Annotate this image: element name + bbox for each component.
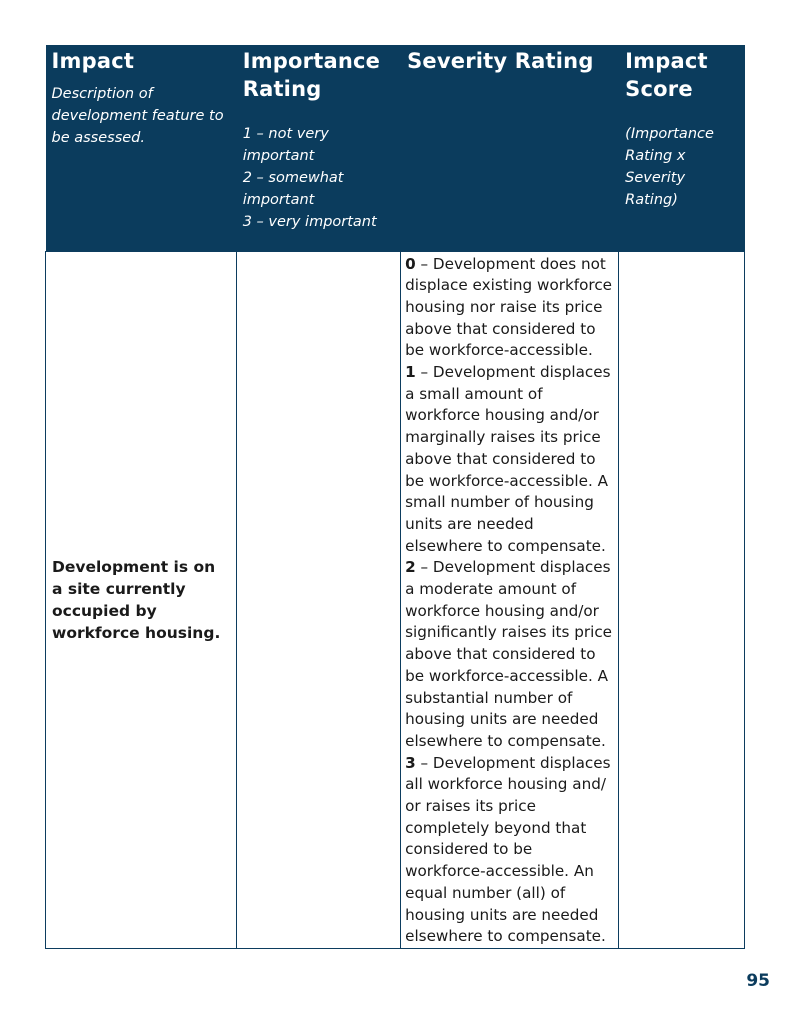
header-impact-title: Impact: [51, 49, 135, 73]
severity-level-text: – Development displaces all workforce housing and/ or raises its price completely beyond that considered to be workforce-accessible. An equal number (all) of housing units are needed elsewhere to compensate.: [405, 753, 611, 946]
header-importance-title: Importance Rating: [242, 49, 381, 101]
header-score-title: Impact Score: [625, 49, 708, 101]
severity-level-3: [405, 753, 614, 948]
severity-level-2: [405, 557, 614, 752]
score-cell: [619, 251, 745, 949]
severity-cell: [401, 251, 619, 949]
header-severity-title: Severity Rating: [407, 49, 594, 73]
impact-description: Development is on a site currently occupied by workforce housing.: [52, 557, 221, 642]
header-importance-scale: 1 – not very important 2 – somewhat important 3 – very important: [242, 126, 377, 230]
header-importance: [236, 45, 400, 251]
header-severity: [401, 45, 619, 251]
importance-cell: [236, 251, 400, 949]
severity-level-0: [405, 254, 614, 363]
severity-level-text: – Development does not displace existing workforce housing nor raise its price above that considered to be workforce-accessible.: [405, 254, 613, 360]
severity-level-number: 2: [405, 558, 416, 577]
page-number: 95: [746, 971, 770, 991]
header-score: [619, 45, 745, 251]
impact-assessment-table: [45, 45, 745, 949]
severity-level-text: – Development displaces a moderate amount of workforce housing and/or significantly raises its price above that considered to be workforce-accessible. A substantial number of housing units are needed elsewhere to compensate.: [405, 558, 613, 750]
table-header-row: [46, 45, 745, 251]
table-row: [46, 251, 745, 949]
severity-level-number: 3: [405, 753, 416, 772]
severity-level-number: 0: [405, 254, 416, 273]
impact-cell: [46, 251, 237, 949]
header-impact: [46, 45, 237, 251]
severity-level-text: – Development displaces a small amount of workforce housing and/or marginally raises its price above that considered to be workforce-accessible. A small number of housing units are needed elsewhere to compensate.: [405, 363, 611, 555]
severity-level-1: [405, 362, 614, 557]
header-score-formula: (Importance Rating x Severity Rating): [625, 126, 714, 208]
severity-level-number: 1: [405, 363, 416, 382]
header-impact-description: Description of development feature to be assessed.: [51, 86, 224, 146]
